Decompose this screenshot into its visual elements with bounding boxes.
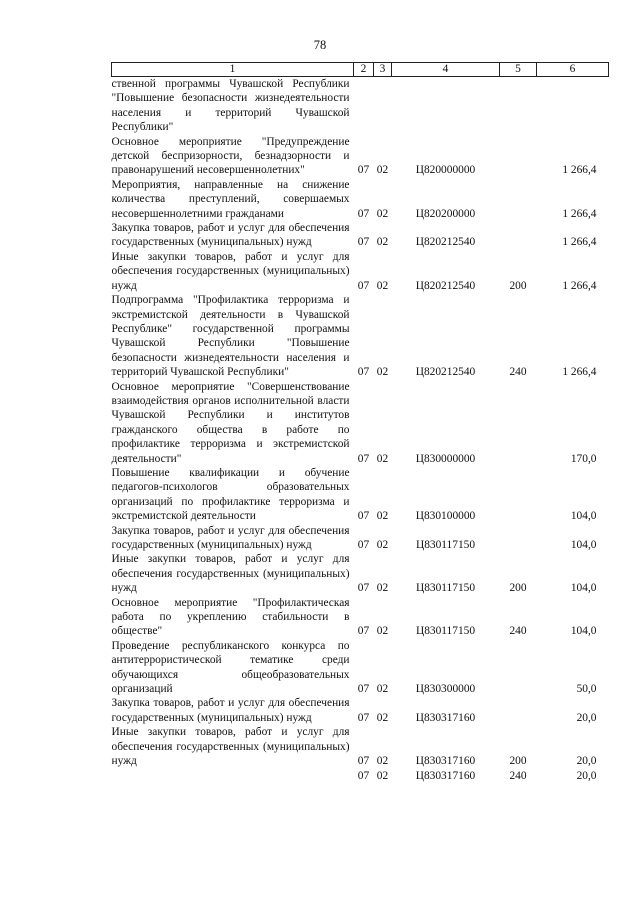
row-amount: 1 266,4 [562,279,597,292]
row-name: Иные закупки товаров, работ и услуг для обеспечения государственных (муниципальных) нужд [111,553,350,595]
row-subsection: 02 [376,582,389,595]
row-section [354,77,374,135]
header-col-5: 5 [500,63,537,77]
row-expense-type: 240 [509,366,527,379]
row-expense-type [500,77,537,135]
row-subsection: 02 [376,539,389,551]
row-amount: 20,0 [576,769,597,782]
page-number: 78 [313,38,327,52]
header-col-3: 3 [374,63,392,77]
row-target-article: Ц830100000 [415,510,476,523]
row-subsection: 02 [376,755,389,768]
header-col-2: 2 [354,63,374,77]
row-target-article [392,77,500,135]
row-name: Мероприятия, направленные на снижение количества преступлений, совершаемых несовершеннолетними гражданами [111,178,350,220]
table-row [112,524,609,553]
row-subsection: 02 [376,769,389,782]
row-name: Основное мероприятие "Профилактическая работа по укреплению стабильности в обществе" [111,596,350,638]
row-amount: 104,0 [570,582,597,595]
row-section: 07 [357,366,370,379]
row-name: Проведение республиканского конкурса по антитеррористической тематике среди обучающихся общеобразовательных организаций [111,639,350,696]
row-subsection [374,77,392,135]
row-subsection: 02 [376,683,389,696]
row-target-article: Ц820000000 [415,164,476,177]
table-row [112,135,609,178]
row-section: 07 [357,625,370,638]
row-subsection: 02 [376,164,389,177]
header-col-6: 6 [537,63,609,77]
row-amount: 104,0 [570,625,597,638]
header-col-1: 1 [112,63,354,77]
row-subsection: 02 [376,711,389,724]
row-target-article: Ц830000000 [415,452,476,465]
table-row [112,596,609,639]
row-section: 07 [357,510,370,523]
row-section: 07 [357,452,370,465]
row-amount: 104,0 [570,539,597,551]
row-target-article: Ц830317160 [415,769,476,782]
row-amount: 170,0 [570,452,597,465]
row-subsection: 02 [376,452,389,465]
row-target-article: Ц830117150 [415,582,476,595]
table-row [112,696,609,725]
row-subsection: 02 [376,279,389,292]
row-section: 07 [357,164,370,177]
row-section: 07 [357,236,370,249]
row-name: Иные закупки товаров, работ и услуг для обеспечения государственных (муниципальных) нужд [111,726,350,768]
row-amount: 20,0 [576,711,597,724]
row-name: ственной программы Чувашской Республики "Повышение безопасности жизнедеятельности населения и территорий Чувашской Республики" [111,78,350,134]
row-expense-type [500,380,537,466]
row-expense-type: 240 [509,769,527,782]
table-row [112,725,609,768]
row-expense-type [500,135,537,178]
row-section: 07 [357,755,370,768]
row-section: 07 [357,207,370,220]
row-name [112,769,354,783]
table-row [112,250,609,293]
row-target-article: Ц820212540 [415,279,476,292]
row-section: 07 [357,711,370,724]
row-amount: 1 266,4 [562,236,597,249]
row-name: Подпрограмма "Профилактика терроризма и экстремистской деятельности в Чувашской Республике" государственной программы Чувашской Республики "Повышение безопасности жизнедеятельности населения и территорий Чувашской Республики" [111,294,350,379]
row-subsection: 02 [376,207,389,220]
row-name: Повышение квалификации и обучение педагогов-психологов образовательных организаций по профилактике терроризма и экстремистской деятельности [111,466,350,523]
row-expense-type: 200 [509,755,527,768]
table-row [112,639,609,697]
budget-table [111,62,609,783]
row-target-article: Ц830300000 [415,683,476,696]
table-row [112,552,609,595]
row-name: Закупка товаров, работ и услуг для обеспечения государственных (муниципальных) нужд [111,524,350,551]
row-section: 07 [357,683,370,696]
row-expense-type: 200 [509,582,527,595]
header-row [112,63,609,77]
header-col-4: 4 [392,63,500,77]
row-subsection: 02 [376,625,389,638]
row-name: Основное мероприятие "Предупреждение детской беспризорности, безнадзорности и правонарушений несовершеннолетних" [111,135,350,177]
table-row [112,293,609,379]
row-expense-type [500,524,537,553]
row-target-article: Ц830117150 [415,625,476,638]
row-amount: 50,0 [576,683,597,696]
table-row [112,77,609,135]
row-amount: 104,0 [570,510,597,523]
row-subsection: 02 [376,510,389,523]
row-section: 07 [357,769,370,782]
row-amount: 1 266,4 [562,207,597,220]
row-amount: 20,0 [576,755,597,768]
row-expense-type: 200 [509,279,527,292]
row-name: Иные закупки товаров, работ и услуг для обеспечения государственных (муниципальных) нужд [111,250,350,292]
row-expense-type [500,466,537,524]
row-name: Основное мероприятие "Совершенствование взаимодействия органов исполнительной власти Чувашской Республики и институтов гражданского общества в работе по профилактике терроризма и экстремистской деятельности" [111,380,350,465]
row-subsection: 02 [376,366,389,379]
row-expense-type [500,696,537,725]
row-expense-type [500,178,537,221]
row-target-article: Ц820212540 [415,366,476,379]
row-section: 07 [357,539,370,551]
row-expense-type [500,639,537,697]
row-target-article: Ц830317160 [415,755,476,768]
table-row [112,221,609,250]
row-name: Закупка товаров, работ и услуг для обеспечения государственных (муниципальных) нужд [111,222,350,249]
row-expense-type [500,221,537,250]
row-section: 07 [357,279,370,292]
row-section: 07 [357,582,370,595]
table-row [112,769,609,783]
table-row [112,178,609,221]
row-expense-type: 240 [509,625,527,638]
table-row [112,380,609,466]
row-amount: 1 266,4 [562,366,597,379]
row-target-article: Ц830117150 [415,539,476,551]
row-target-article: Ц830317160 [415,711,476,724]
row-target-article: Ц820200000 [415,207,476,220]
table-row [112,466,609,524]
row-name: Закупка товаров, работ и услуг для обеспечения государственных (муниципальных) нужд [111,697,350,724]
row-target-article: Ц820212540 [415,236,476,249]
row-amount: 1 266,4 [562,164,597,177]
row-subsection: 02 [376,236,389,249]
row-amount [537,77,609,135]
